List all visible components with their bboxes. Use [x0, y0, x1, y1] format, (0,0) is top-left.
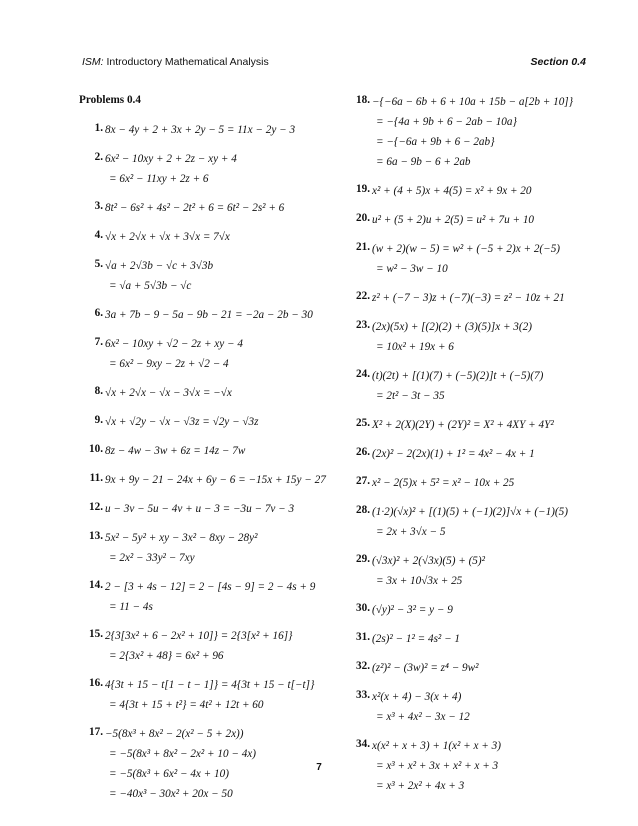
- problem-number: 1.: [94, 122, 103, 134]
- problem-item: [346, 241, 596, 278]
- equation-line: √x + √2y − √x − √3z = √2y − √3z: [105, 416, 259, 428]
- problem-number: 15.: [89, 628, 103, 640]
- equation-line: x(x² + x + 3) + 1(x² + x + 3): [372, 740, 501, 752]
- problem-item: [79, 472, 329, 489]
- equation-line: = 11 − 4s: [109, 601, 153, 613]
- equation-line: x²(x + 4) − 3(x + 4): [372, 691, 462, 703]
- problem-number: 24.: [356, 368, 370, 380]
- problem-number: 16.: [89, 677, 103, 689]
- book-title: [82, 56, 269, 68]
- problem-item: [346, 631, 596, 648]
- problem-number: 26.: [356, 446, 370, 458]
- equation-line: (√3x)² + 2(√3x)(5) + (5)²: [372, 555, 485, 567]
- problem-number: 31.: [356, 631, 370, 643]
- problem-number: 4.: [94, 229, 103, 241]
- right-column: [346, 94, 596, 807]
- problem-item: [346, 290, 596, 307]
- problem-item: [346, 553, 596, 590]
- problem-number: 29.: [356, 553, 370, 565]
- problem-number: 20.: [356, 212, 370, 224]
- problem-number: 32.: [356, 660, 370, 672]
- problem-item: [79, 501, 329, 518]
- problem-item: [79, 258, 329, 295]
- equation-line: = 4{3t + 15 + t²} = 4t² + 12t + 60: [109, 699, 264, 711]
- problem-number: 9.: [94, 414, 103, 426]
- equation-line: = 2{3x² + 48} = 6x² + 96: [109, 650, 224, 662]
- equation-line: (2x)² − 2(2x)(1) + 1² = 4x² − 4x + 1: [372, 448, 535, 460]
- problem-item: [346, 417, 596, 434]
- equation-line: = −{4a + 9b + 6 − 2ab − 10a}: [376, 116, 517, 128]
- equation-line: (w + 2)(w − 5) = w² + (−5 + 2)x + 2(−5): [372, 243, 561, 255]
- equation-line: √x + 2√x − √x − 3√x = −√x: [105, 387, 232, 399]
- equation-line: = 6x² − 11xy + 2z + 6: [109, 173, 209, 185]
- equation-line: 2 − [3 + 4s − 12] = 2 − [4s − 9] = 2 − 4s + 9: [105, 581, 316, 593]
- equation-line: 8x − 4y + 2 + 3x + 2y − 5 = 11x − 2y − 3: [105, 124, 296, 136]
- problem-item: [79, 385, 329, 402]
- equation-line: = 6a − 9b − 6 + 2ab: [376, 156, 471, 168]
- problem-item: [79, 151, 329, 188]
- equation-line: 3a + 7b − 9 − 5a − 9b − 21 = −2a − 2b − 30: [105, 309, 313, 321]
- problem-item: [346, 368, 596, 405]
- problem-number: 8.: [94, 385, 103, 397]
- problem-number: 18.: [356, 94, 370, 106]
- problem-number: 7.: [94, 336, 103, 348]
- equation-line: −5(8x³ + 8x² − 2(x² − 5 + 2x)): [105, 728, 244, 740]
- equation-line: = −40x³ − 30x² + 20x − 50: [109, 788, 233, 800]
- problem-item: [346, 319, 596, 356]
- problem-item: [79, 628, 329, 665]
- page-number: 7: [316, 762, 322, 773]
- equation-line: (√y)² − 3² = y − 9: [372, 604, 453, 616]
- equation-line: 6x² − 10xy + 2 + 2z − xy + 4: [105, 153, 237, 165]
- equation-line: = 2t² − 3t − 35: [376, 390, 445, 402]
- problem-number: 30.: [356, 602, 370, 614]
- equation-line: (2x)(5x) + [(2)(2) + (3)(5)]x + 3(2): [372, 321, 532, 333]
- equation-line: 9x + 9y − 21 − 24x + 6y − 6 = −15x + 15y − 27: [105, 474, 326, 486]
- equation-line: = 6x² − 9xy − 2z + √2 − 4: [109, 358, 229, 370]
- equation-line: = 10x² + 19x + 6: [376, 341, 454, 353]
- problem-item: [79, 336, 329, 373]
- equation-line: −{−6a − 6b + 6 + 10a + 15b − a[2b + 10]}: [372, 96, 574, 108]
- equation-line: = 3x + 10√3x + 25: [376, 575, 463, 587]
- problem-item: [346, 212, 596, 229]
- problem-number: 19.: [356, 183, 370, 195]
- problem-item: [346, 602, 596, 619]
- left-problem-list: [79, 122, 329, 803]
- equation-line: = w² − 3w − 10: [376, 263, 448, 275]
- equation-line: = −5(8x³ + 6x² − 4x + 10): [109, 768, 229, 780]
- problem-number: 25.: [356, 417, 370, 429]
- problem-number: 5.: [94, 258, 103, 270]
- problem-number: 11.: [89, 472, 103, 484]
- problem-number: 22.: [356, 290, 370, 302]
- equation-line: (2s)² − 1² = 4s² − 1: [372, 633, 461, 645]
- equation-line: √a + 2√3b − √c + 3√3b: [105, 260, 214, 272]
- problem-number: 2.: [94, 151, 103, 163]
- problem-item: [346, 94, 596, 171]
- problem-item: [346, 689, 596, 726]
- left-column: [79, 94, 329, 815]
- problem-item: [79, 677, 329, 714]
- equation-line: = −{−6a + 9b + 6 − 2ab}: [376, 136, 495, 148]
- problem-number: 23.: [356, 319, 370, 331]
- problem-number: 33.: [356, 689, 370, 701]
- equation-line: = 2x + 3√x − 5: [376, 526, 446, 538]
- problem-number: 34.: [356, 738, 370, 750]
- equation-line: 4{3t + 15 − t[1 − t − 1]} = 4{3t + 15 − t[−t]}: [105, 679, 315, 691]
- problem-number: 17.: [89, 726, 103, 738]
- equation-line: 6x² − 10xy + √2 − 2z + xy − 4: [105, 338, 243, 350]
- equation-line: = −5(8x³ + 8x² − 2x² + 10 − 4x): [109, 748, 256, 760]
- book-title-text: Introductory Mathematical Analysis: [103, 56, 269, 68]
- equation-line: z² + (−7 − 3)z + (−7)(−3) = z² − 10z + 21: [372, 292, 565, 304]
- problem-item: [346, 183, 596, 200]
- equation-line: (t)(2t) + [(1)(7) + (−5)(2)]t + (−5)(7): [372, 370, 544, 382]
- equation-line: u − 3v − 5u − 4v + u − 3 = −3u − 7v − 3: [105, 503, 295, 515]
- section-label: Section 0.4: [530, 56, 586, 68]
- equation-line: u² + (5 + 2)u + 2(5) = u² + 7u + 10: [372, 214, 535, 226]
- equation-line: = x³ + 4x² − 3x − 12: [376, 711, 470, 723]
- equation-line: (z²)² − (3w)² = z⁴ − 9w²: [372, 662, 479, 674]
- problem-item: [79, 579, 329, 616]
- equation-line: = 2x² − 33y² − 7xy: [109, 552, 195, 564]
- problem-item: [79, 229, 329, 246]
- problem-number: 6.: [94, 307, 103, 319]
- problem-number: 28.: [356, 504, 370, 516]
- equation-line: = √a + 5√3b − √c: [109, 280, 192, 292]
- equation-line: 5x² − 5y² + xy − 3x² − 8xy − 28y²: [105, 532, 258, 544]
- problem-number: 13.: [89, 530, 103, 542]
- equation-line: X² + 2(X)(2Y) + (2Y)² = X² + 4XY + 4Y²: [372, 419, 554, 431]
- problem-item: [79, 414, 329, 431]
- page-header: [82, 56, 586, 72]
- equation-line: 8z − 4w − 3w + 6z = 14z − 7w: [105, 445, 246, 457]
- equation-line: (1·2)(√x)² + [(1)(5) + (−1)(2)]√x + (−1)(5): [372, 506, 568, 518]
- equation-line: x² − 2(5)x + 5² = x² − 10x + 25: [372, 477, 515, 489]
- problem-item: [79, 530, 329, 567]
- book-title-italic: ISM:: [82, 56, 104, 68]
- problem-number: 12.: [89, 501, 103, 513]
- problem-item: [346, 475, 596, 492]
- right-problem-list: [346, 94, 596, 795]
- problem-item: [79, 122, 329, 139]
- problem-item: [346, 660, 596, 677]
- equation-line: 2{3[3x² + 6 − 2x² + 10]} = 2{3[x² + 16]}: [105, 630, 293, 642]
- equation-line: = x³ + x² + 3x + x² + x + 3: [376, 760, 499, 772]
- equation-line: 8t² − 6s² + 4s² − 2t² + 6 = 6t² − 2s² + 6: [105, 202, 285, 214]
- equation-line: x² + (4 + 5)x + 4(5) = x² + 9x + 20: [372, 185, 532, 197]
- problem-item: [79, 307, 329, 324]
- problem-item: [346, 446, 596, 463]
- problem-number: 14.: [89, 579, 103, 591]
- problem-number: 3.: [94, 200, 103, 212]
- problem-item: [346, 504, 596, 541]
- problem-number: 21.: [356, 241, 370, 253]
- problem-item: [79, 443, 329, 460]
- equation-line: = x³ + 2x² + 4x + 3: [376, 780, 465, 792]
- problem-number: 27.: [356, 475, 370, 487]
- problem-number: 10.: [89, 443, 103, 455]
- problem-item: [79, 200, 329, 217]
- equation-line: √x + 2√x + √x + 3√x = 7√x: [105, 231, 230, 243]
- problems-heading: Problems 0.4: [79, 94, 141, 106]
